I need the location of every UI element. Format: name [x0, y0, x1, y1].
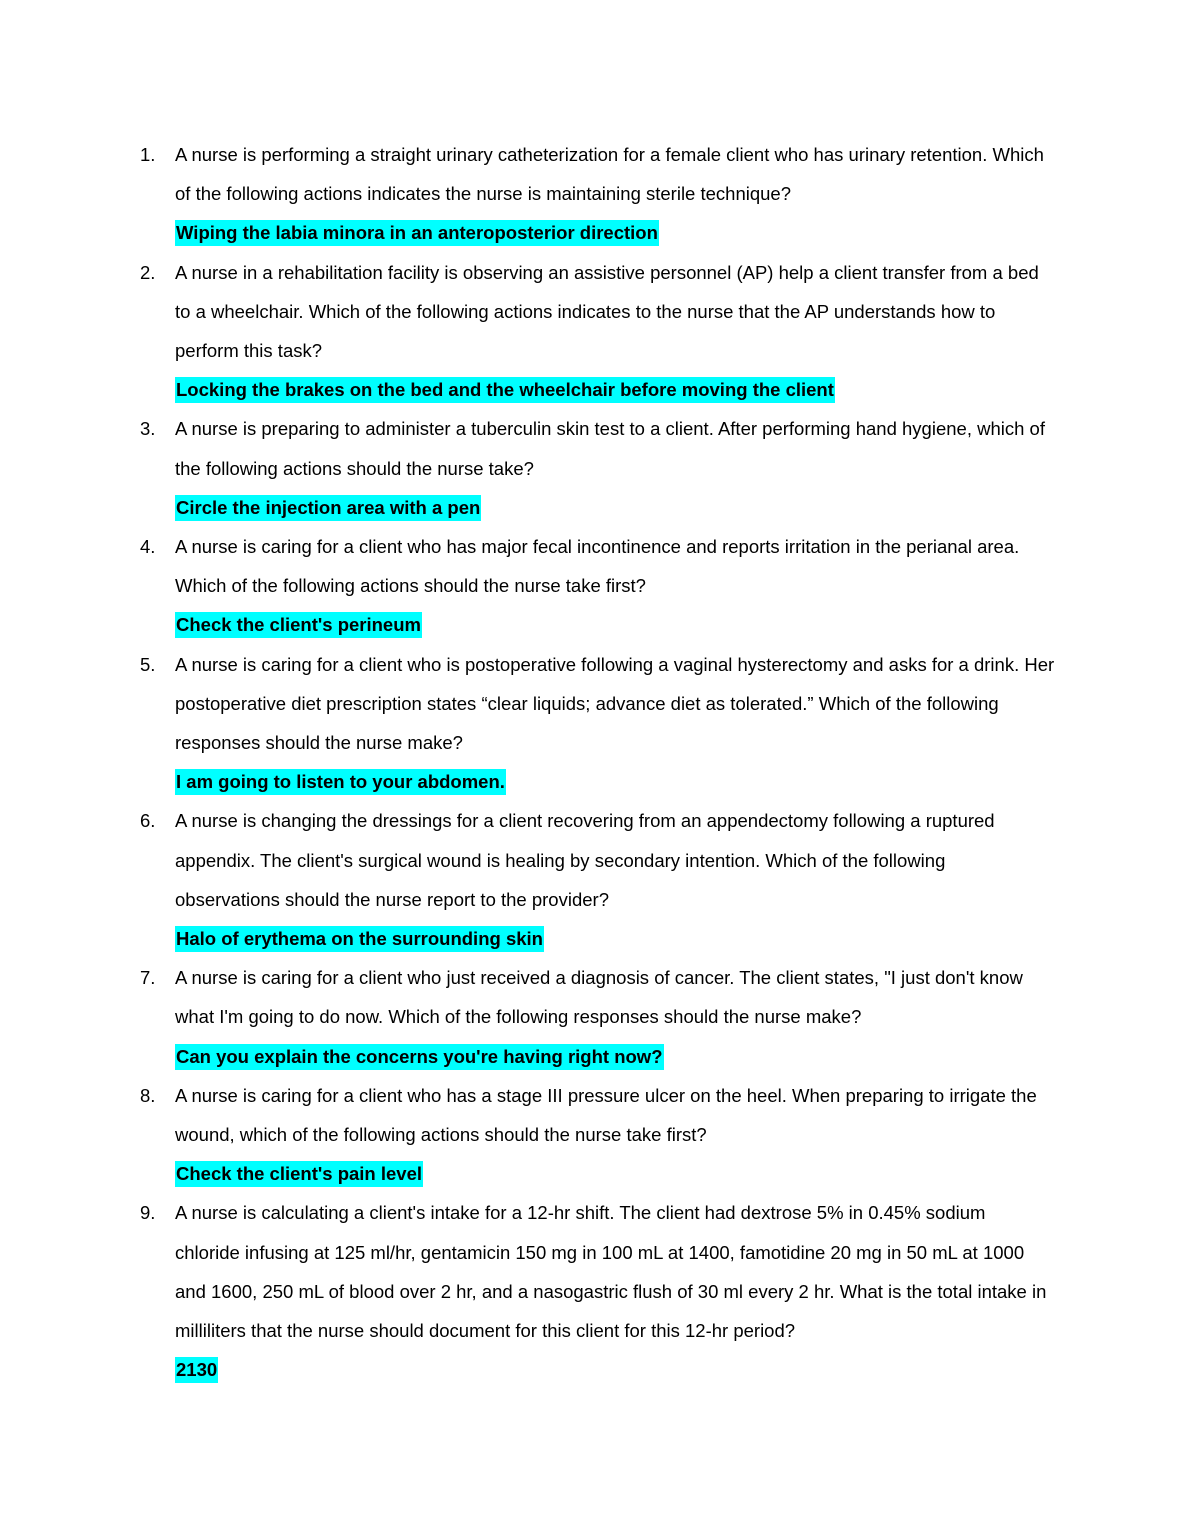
question-text: A nurse is caring for a client who just received a diagnosis of cancer. The client states, "I just don't know what I'm going to do now. Which of the following responses should the nurse make?: [175, 967, 1023, 1028]
highlighted-answer: Can you explain the concerns you're having right now?: [175, 1044, 664, 1070]
question-number: 2.: [140, 261, 156, 283]
highlighted-answer: 2130: [175, 1357, 218, 1383]
answer-line: [175, 213, 1055, 252]
question-item: [140, 1193, 1055, 1389]
answer-line: [175, 488, 1055, 527]
highlighted-answer: Check the client's perineum: [175, 612, 422, 638]
question-text: A nurse in a rehabilitation facility is observing an assistive personnel (AP) help a client transfer from a bed to a wheelchair. Which of the following actions indicates to the nurse that the AP understands how to perform this task?: [175, 261, 1039, 362]
question-number: 7.: [140, 967, 156, 989]
question-item: [140, 253, 1055, 410]
question-item: [140, 645, 1055, 802]
answer-line: [175, 605, 1055, 644]
highlighted-answer: Halo of erythema on the surrounding skin: [175, 926, 544, 952]
question-number: 4.: [140, 536, 156, 558]
highlighted-answer: Locking the brakes on the bed and the wheelchair before moving the client: [175, 377, 835, 403]
question-text: A nurse is calculating a client's intake for a 12-hr shift. The client had dextrose 5% in 0.45% sodium chloride infusing at 125 ml/hr, gentamicin 150 mg in 100 mL at 1400, famotidine 20 mg in 50 mL at 1000 and 1600, 250 mL of blood over 2 hr, and a nasogastric flush of 30 ml every 2 hr. What is the total intake in milliliters that the nurse should document for this client for this 12-hr period?: [175, 1202, 1047, 1342]
question-text: A nurse is caring for a client who has major fecal incontinence and reports irritation in the perianal area. Which of the following actions should the nurse take first?: [175, 536, 1020, 597]
question-number: 6.: [140, 810, 156, 832]
question-item: [140, 1076, 1055, 1194]
question-number: 8.: [140, 1084, 156, 1106]
question-number: 3.: [140, 418, 156, 440]
question-text: A nurse is caring for a client who is postoperative following a vaginal hysterectomy and asks for a drink. Her postoperative diet prescription states “clear liquids; advance diet as tolerated.” Which of the following responses should the nurse make?: [175, 653, 1055, 754]
question-item: [140, 958, 1055, 1076]
answer-line: [175, 370, 1055, 409]
question-item: [140, 527, 1055, 645]
question-number: 5.: [140, 653, 156, 675]
answer-line: [175, 1037, 1055, 1076]
answer-line: [175, 1154, 1055, 1193]
highlighted-answer: I am going to listen to your abdomen.: [175, 769, 506, 795]
highlighted-answer: Check the client's pain level: [175, 1161, 423, 1187]
highlighted-answer: Wiping the labia minora in an anteroposterior direction: [175, 220, 659, 246]
question-list: [140, 135, 1055, 1390]
question-item: [140, 135, 1055, 253]
question-text: A nurse is preparing to administer a tuberculin skin test to a client. After performing hand hygiene, which of the following actions should the nurse take?: [175, 418, 1045, 479]
answer-line: [175, 919, 1055, 958]
question-number: 9.: [140, 1202, 156, 1224]
highlighted-answer: Circle the injection area with a pen: [175, 495, 481, 521]
question-text: A nurse is caring for a client who has a stage III pressure ulcer on the heel. When preparing to irrigate the wound, which of the following actions should the nurse take first?: [175, 1084, 1037, 1146]
answer-line: [175, 1350, 1055, 1389]
question-text: A nurse is changing the dressings for a client recovering from an appendectomy following a ruptured appendix. The client's surgical wound is healing by secondary intention. Which of the following observations should the nurse report to the provider?: [175, 810, 995, 910]
question-number: 1.: [140, 144, 156, 165]
question-item: [140, 409, 1055, 527]
answer-line: [175, 762, 1055, 801]
question-item: [140, 801, 1055, 958]
question-text: A nurse is performing a straight urinary catheterization for a female client who has urinary retention. Which of the following actions indicates the nurse is maintaining sterile technique?: [175, 144, 1044, 205]
